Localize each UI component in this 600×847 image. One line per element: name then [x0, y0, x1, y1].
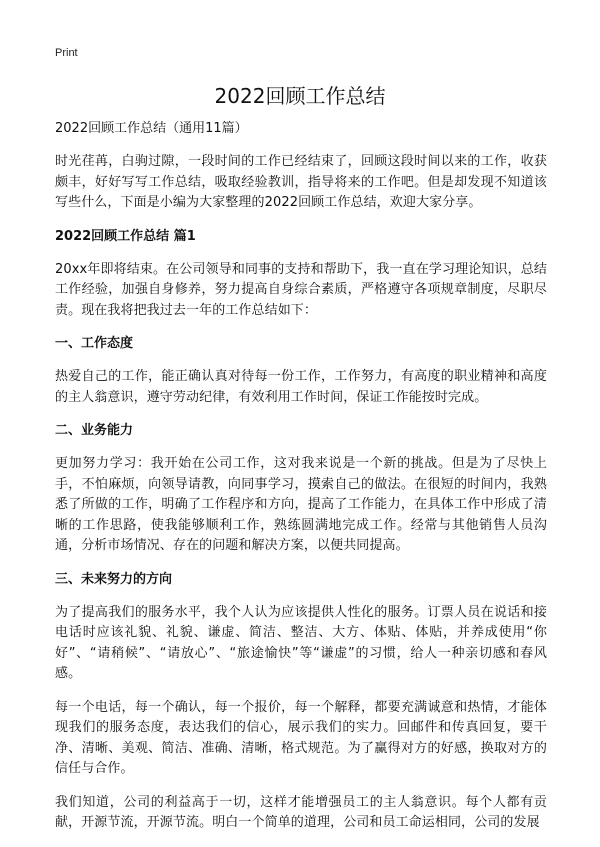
section-heading-attitude: 一、工作态度: [55, 336, 134, 351]
section-paragraph: 我们知道，公司的利益高于一切，这样才能增强员工的主人翁意识。每个人都有贡献，开源节流，开源节流。明白一个简单的道理，公司和员工命运相同，公司的发展: [55, 794, 547, 830]
document-subtitle: 2022回顾工作总结（通用11篇）: [55, 121, 248, 136]
print-link[interactable]: Print: [55, 47, 78, 59]
section-paragraph: 更加努力学习：我开始在公司工作，这对我来说是一个新的挑战。但是为了尽快上手，不怕麻烦，向领导请教，向同事学习，摸索自己的做法。在很短的时间内，我熟悉了所做的工作，明确了工作程序和方向，提高了工作能力，在具体工作中形成了清晰的工作思路，使我能够顺利工作，熟练圆满地完成工作。经常与其他销售人员沟通，分析市场情况、存在的问题和解决方案，以便共同提高。: [55, 456, 547, 553]
part-heading: 2022回顾工作总结 篇1: [55, 228, 196, 244]
section-paragraph: 热爱自己的工作，能正确认真对待每一份工作，工作努力，有高度的职业精神和高度的主人翁意识，遵守劳动纪律，有效利用工作时间，保证工作能按时完成。: [55, 369, 547, 405]
document-body: [55, 118, 547, 847]
section-paragraph: 为了提高我们的服务水平，我个人认为应该提供人性化的服务。订票人员在说话和接电话时应该礼貌、礼貌、谦虚、简洁、整洁、大方、体贴、体贴，并养成使用“你好”、“请稍候”、“请放心”、“旅途愉快”等“谦虚”的习惯，给人一种亲切感和春风感。: [55, 604, 547, 681]
section-heading-future: 三、未来努力的方向: [55, 571, 173, 587]
section-paragraph: 每一个电话，每一个确认，每一个报价，每一个解释，都要充满诚意和热情，才能体现我们的服务态度，表达我们的信心，展示我们的实力。回邮件和传真回复，要干净、清晰、美观、简洁、准确、清晰，格式规范。为了赢得对方的好感，换取对方的信任与合作。: [55, 699, 547, 776]
document-title: 2022回顾工作总结: [214, 84, 386, 108]
part-intro-paragraph: 20xx年即将结束。在公司领导和同事的支持和帮助下，我一直在学习理论知识，总结工作经验，加强自身修养，努力提高自身综合素质，严格遵守各项规章制度，尽职尽责。现在我将把我过去一年的工作总结如下：: [55, 261, 547, 318]
intro-paragraph: 时光荏苒，白驹过隙，一段时间的工作已经结束了，回顾这段时间以来的工作，收获颇丰，好好写写工作总结，吸取经验教训，指导将来的工作吧。但是却发现不知道该写些什么，下面是小编为大家整理的2022回顾工作总结，欢迎大家分享。: [55, 154, 547, 210]
section-heading-ability: 二、业务能力: [55, 423, 134, 438]
